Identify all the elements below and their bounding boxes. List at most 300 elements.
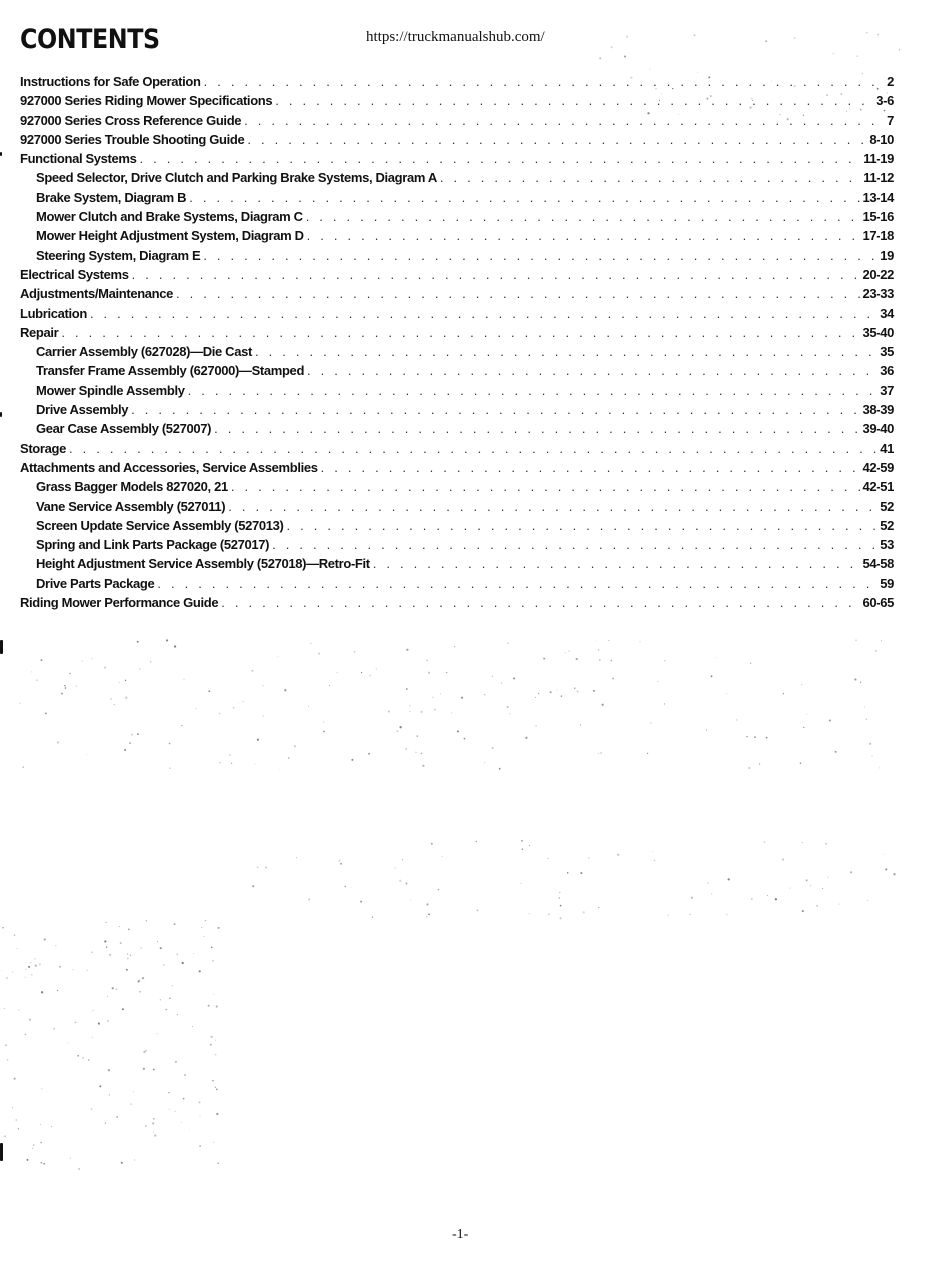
- scan-speck: [428, 913, 430, 915]
- scan-speck: [216, 1113, 218, 1115]
- scan-speck: [40, 1162, 42, 1164]
- scan-speck: [127, 953, 128, 954]
- scan-speck: [351, 759, 353, 761]
- scan-speck: [41, 1088, 42, 1089]
- scan-speck: [6, 977, 8, 979]
- scan-speck: [184, 679, 185, 680]
- scan-speck: [193, 953, 194, 954]
- scan-speck: [879, 767, 880, 768]
- scan-speck: [630, 77, 632, 79]
- scan-speck: [428, 672, 430, 674]
- scan-speck: [213, 1142, 214, 1143]
- scan-speck: [650, 722, 651, 723]
- scan-speck: [109, 954, 111, 956]
- scan-speck: [131, 734, 133, 736]
- scan-speck: [869, 743, 871, 745]
- scan-speck: [181, 725, 182, 726]
- scan-speck: [15, 1119, 17, 1121]
- scan-speck: [32, 1148, 33, 1149]
- scan-speck: [736, 719, 738, 721]
- scan-speck: [707, 882, 708, 883]
- scan-speck: [451, 712, 452, 713]
- scan-speck: [91, 658, 92, 659]
- scan-speck: [128, 928, 130, 930]
- scan-speck: [5, 1044, 7, 1046]
- scan-speck: [318, 653, 320, 655]
- scan-speck: [376, 668, 377, 669]
- scan-speck: [580, 872, 582, 874]
- scan-speck: [116, 988, 118, 990]
- toc-entry-title: 927000 Series Riding Mower Specifications: [20, 93, 273, 109]
- scan-speck: [525, 737, 527, 739]
- toc-entry-page: 60-65: [862, 595, 894, 611]
- scan-speck: [612, 677, 614, 679]
- scan-speck: [803, 727, 804, 728]
- scan-speck: [567, 872, 569, 874]
- scan-speck: [4, 1135, 5, 1136]
- scan-speck: [98, 1023, 100, 1025]
- scan-speck: [7, 1059, 9, 1061]
- scan-speck: [201, 927, 202, 928]
- scan-speck: [588, 857, 589, 858]
- scan-speck: [854, 678, 856, 680]
- toc-entry-page: 42-59: [862, 459, 894, 475]
- scan-speck: [175, 1061, 177, 1063]
- toc-entry-page: 53: [880, 537, 894, 553]
- scan-speck: [417, 735, 418, 736]
- scan-speck: [877, 88, 879, 90]
- scan-speck: [211, 947, 213, 949]
- toc-entry-page: 35-40: [862, 324, 894, 340]
- scan-speck: [611, 46, 613, 48]
- scan-speck: [548, 913, 550, 915]
- scan-speck: [75, 1021, 77, 1023]
- scan-speck: [601, 752, 602, 753]
- scan-speck: [520, 883, 521, 884]
- toc-entry-page: 37: [880, 382, 894, 398]
- scan-speck: [794, 37, 796, 39]
- scan-speck: [168, 1092, 170, 1094]
- scan-speck: [405, 748, 407, 750]
- scan-speck: [212, 960, 214, 962]
- scan-speck: [395, 867, 396, 868]
- scan-speck: [104, 667, 106, 669]
- scan-speck: [522, 848, 524, 850]
- scan-speck: [203, 936, 204, 937]
- scan-speck: [899, 49, 900, 50]
- scan-speck: [599, 659, 601, 661]
- toc-entry-page: 41: [880, 440, 894, 456]
- toc-entry-page: 52: [880, 517, 894, 533]
- scan-speck: [866, 719, 867, 720]
- scan-speck: [442, 856, 443, 857]
- scan-speck: [829, 719, 831, 721]
- scan-speck: [67, 1042, 68, 1043]
- scan-speck: [121, 1162, 123, 1164]
- scan-speck: [199, 970, 201, 972]
- scan-speck: [726, 693, 727, 694]
- scan-speck: [125, 697, 127, 699]
- scan-speck: [116, 1116, 118, 1118]
- scan-speck: [746, 736, 748, 738]
- scan-speck: [231, 763, 232, 764]
- scan-speck: [127, 958, 129, 960]
- scan-speck: [25, 1034, 27, 1036]
- scan-speck: [137, 733, 139, 735]
- scan-speck: [105, 1122, 106, 1123]
- scan-speck: [548, 858, 549, 859]
- scan-speck: [33, 1144, 35, 1146]
- scan-speck: [208, 690, 210, 692]
- scan-speck: [803, 115, 804, 116]
- scan-speck: [40, 1142, 42, 1144]
- scan-speck: [446, 672, 447, 673]
- scan-speck: [106, 922, 107, 923]
- scan-speck: [420, 711, 422, 713]
- scan-speck: [254, 764, 255, 765]
- scan-speck: [87, 754, 88, 755]
- scan-speck: [338, 860, 340, 862]
- scan-speck: [78, 1168, 79, 1169]
- scan-speck: [93, 1010, 94, 1011]
- scan-speck: [509, 713, 510, 714]
- toc-entry-title: Lubrication: [20, 305, 87, 321]
- scan-speck: [184, 1074, 186, 1076]
- scan-speck: [440, 693, 441, 694]
- scan-speck: [329, 685, 330, 686]
- scan-speck: [610, 660, 612, 662]
- scan-speck: [866, 32, 867, 33]
- scan-speck: [150, 661, 151, 662]
- toc-entry-title: Gear Case Assembly (527007): [36, 421, 212, 437]
- scan-speck: [626, 36, 628, 38]
- toc-entry-title: Storage: [20, 440, 66, 456]
- scan-speck: [765, 40, 767, 42]
- scan-speck: [601, 704, 603, 706]
- scan-speck: [751, 898, 753, 900]
- scan-speck: [816, 905, 817, 906]
- scan-speck: [710, 95, 712, 97]
- toc-entry-page: 3-6: [876, 93, 894, 109]
- scan-speck: [34, 958, 35, 959]
- scan-speck: [160, 999, 161, 1000]
- scan-speck: [649, 69, 650, 70]
- toc-entry-page: 39-40: [862, 421, 894, 437]
- scan-speck: [192, 1026, 193, 1027]
- toc-entry-title: 927000 Series Trouble Shooting Guide: [20, 131, 245, 147]
- page-title: CONTENTS: [20, 24, 160, 55]
- scan-speck: [129, 742, 131, 744]
- scan-speck: [499, 768, 501, 770]
- scan-speck: [764, 841, 766, 843]
- scan-speck: [399, 726, 401, 728]
- scan-speck: [728, 878, 730, 880]
- scan-speck: [661, 93, 662, 94]
- scan-speck: [484, 762, 485, 763]
- scan-speck: [388, 711, 390, 713]
- scan-speck: [369, 674, 371, 676]
- scan-speck: [887, 92, 888, 93]
- toc-entry-title: Repair: [20, 324, 59, 340]
- scan-speck: [213, 994, 214, 995]
- scan-speck: [372, 917, 373, 918]
- toc-entry-page: 8-10: [869, 131, 894, 147]
- scan-speck: [885, 868, 887, 870]
- scan-speck: [405, 883, 407, 885]
- scan-speck: [195, 708, 196, 709]
- scan-speck: [659, 100, 660, 101]
- scan-speck: [617, 854, 619, 856]
- toc-entry-page: 17-18: [862, 228, 894, 244]
- scan-speck: [810, 885, 811, 886]
- scan-speck: [883, 854, 884, 855]
- scan-speck: [208, 1005, 210, 1007]
- scan-speck: [344, 886, 346, 888]
- scan-speck: [535, 725, 537, 727]
- scan-speck: [783, 693, 784, 694]
- scan-speck: [16, 948, 17, 949]
- scan-speck: [154, 1134, 156, 1136]
- toc-entry-page: 42-51: [862, 479, 894, 495]
- scan-speck: [141, 947, 142, 948]
- toc-entry-title: Functional Systems: [20, 151, 137, 167]
- scan-speck: [169, 1109, 170, 1110]
- scan-speck: [22, 766, 24, 768]
- scan-speck: [871, 756, 872, 757]
- scan-speck: [598, 907, 599, 908]
- scan-speck: [219, 713, 221, 715]
- toc-entry-title: Transfer Frame Assembly (627000)—Stamped: [36, 363, 305, 379]
- scan-speck: [861, 73, 863, 75]
- scan-speck: [550, 691, 552, 693]
- toc-entry-title: Vane Service Assembly (527011): [36, 498, 226, 514]
- toc-entry-title: Height Adjustment Service Assembly (527018)—Retro-Fit: [36, 556, 370, 572]
- scan-speck: [507, 642, 508, 643]
- scan-speck: [715, 657, 716, 658]
- scan-speck: [402, 859, 403, 860]
- scan-speck: [864, 706, 865, 707]
- scan-speck: [484, 694, 485, 695]
- scan-speck: [263, 716, 264, 717]
- scan-speck: [70, 1158, 71, 1159]
- scan-speck: [77, 1055, 79, 1057]
- toc-entry-title: Brake System, Diagram B: [36, 189, 187, 205]
- scan-speck: [794, 85, 796, 87]
- scan-speck: [867, 900, 868, 901]
- scan-speck: [406, 649, 408, 651]
- scan-speck: [771, 81, 772, 82]
- scan-speck: [41, 991, 43, 993]
- scan-speck: [323, 722, 324, 723]
- toc-entry-page: 19: [880, 247, 894, 263]
- scan-speck: [108, 1069, 110, 1071]
- scan-speck: [215, 1054, 216, 1055]
- scan-speck: [754, 736, 756, 738]
- scan-speck: [577, 690, 579, 692]
- scan-speck: [122, 1008, 124, 1010]
- scan-speck: [647, 753, 648, 754]
- scan-speck: [213, 1005, 214, 1006]
- toc-entry-title: Drive Assembly: [36, 402, 129, 418]
- scan-speck: [30, 962, 31, 963]
- scan-speck: [252, 885, 254, 887]
- scan-speck: [40, 1124, 41, 1125]
- toc-entry-title: Mower Spindle Assembly: [36, 382, 185, 398]
- scan-speck: [294, 745, 296, 747]
- scan-speck: [177, 1014, 178, 1015]
- scan-speck: [310, 643, 311, 644]
- scan-speck: [855, 640, 856, 641]
- scan-speck: [568, 650, 569, 651]
- scan-speck: [41, 659, 43, 661]
- scan-speck: [82, 661, 83, 662]
- scan-speck: [370, 677, 371, 678]
- scan-speck: [454, 646, 455, 647]
- scan-speck: [61, 693, 63, 695]
- scan-speck: [181, 1122, 182, 1123]
- scan-speck: [169, 767, 171, 769]
- scan-speck: [711, 675, 713, 677]
- scan-speck: [44, 938, 46, 940]
- scan-speck: [751, 98, 752, 99]
- toc-entry-title: Carrier Assembly (627028)—Die Cast: [36, 344, 252, 360]
- scan-speck: [59, 966, 61, 968]
- scan-speck: [229, 754, 231, 756]
- toc-entry-title: Instructions for Safe Operation: [20, 74, 201, 89]
- scan-speck: [410, 900, 411, 901]
- scan-speck: [711, 893, 712, 894]
- scan-speck: [860, 681, 862, 683]
- scan-speck: [706, 98, 708, 100]
- scan-speck: [826, 94, 827, 95]
- scan-speck: [580, 725, 581, 726]
- scan-speck: [25, 977, 26, 978]
- scan-speck: [43, 1163, 45, 1165]
- toc-entry-title: Mower Height Adjustment System, Diagram D: [36, 228, 304, 244]
- scan-speck: [583, 911, 585, 913]
- scan-speck: [130, 954, 131, 955]
- scan-speck: [426, 916, 428, 918]
- scan-speck: [521, 840, 523, 842]
- scan-speck: [210, 1036, 212, 1038]
- scan-speck: [35, 965, 37, 967]
- scan-speck: [166, 639, 168, 641]
- scan-speck: [759, 763, 760, 764]
- scan-speck: [216, 1005, 218, 1007]
- scan-speck: [492, 676, 493, 677]
- scan-speck: [199, 1115, 200, 1116]
- scan-speck: [840, 93, 842, 95]
- scan-speck: [12, 972, 13, 973]
- toc-entry-title: Electrical Systems: [20, 266, 129, 282]
- scan-speck: [752, 100, 753, 101]
- scan-speck: [846, 111, 847, 112]
- scan-speck: [51, 1126, 52, 1127]
- toc-entry-page: 54-58: [862, 556, 894, 572]
- scan-speck: [822, 888, 823, 889]
- scan-speck: [146, 920, 148, 922]
- scan-speck: [697, 72, 698, 73]
- scan-speck: [647, 112, 649, 114]
- scan-speck: [513, 677, 515, 679]
- scan-speck: [57, 741, 59, 743]
- scan-speck: [538, 693, 539, 694]
- scan-speck: [432, 697, 433, 698]
- toc-entry-page: 34: [880, 305, 894, 321]
- scan-speck: [779, 114, 780, 115]
- scan-speck: [238, 702, 239, 703]
- scan-speck: [877, 34, 879, 36]
- scan-speck: [69, 673, 71, 675]
- scan-speck: [565, 652, 566, 653]
- scan-speck: [368, 753, 370, 755]
- scan-speck: [183, 1098, 185, 1100]
- scan-speck: [593, 690, 595, 692]
- scan-speck: [152, 1122, 154, 1124]
- scan-speck: [119, 682, 120, 683]
- scan-speck: [560, 905, 562, 907]
- scan-speck: [107, 1020, 108, 1021]
- scan-speck: [107, 996, 108, 997]
- page-number: -1-: [452, 1227, 469, 1242]
- scan-speck: [27, 1159, 29, 1161]
- scan-speck: [337, 672, 338, 673]
- toc-entry-title: Spring and Link Parts Package (527017): [36, 537, 270, 553]
- source-url: https://truckmanualshub.com/: [366, 29, 545, 45]
- scan-speck: [91, 951, 92, 952]
- scan-speck: [233, 707, 235, 709]
- scan-speck: [88, 1059, 89, 1060]
- scan-speck: [114, 704, 115, 705]
- scan-speck: [664, 660, 665, 661]
- scan-speck: [145, 1050, 147, 1052]
- scan-speck: [173, 923, 175, 925]
- scan-speck: [574, 688, 575, 689]
- scan-speck: [92, 1037, 93, 1038]
- scan-speck: [219, 762, 220, 763]
- scan-speck: [163, 964, 165, 966]
- scan-speck: [130, 1103, 132, 1105]
- scan-speck: [559, 897, 560, 898]
- scan-speck: [153, 1132, 154, 1133]
- scan-speck: [257, 739, 259, 741]
- scan-speck: [561, 695, 563, 697]
- scan-speck: [12, 1107, 13, 1108]
- scan-speck: [438, 889, 440, 891]
- scan-speck: [426, 903, 428, 905]
- scan-speck: [2, 927, 3, 928]
- scan-speck: [143, 1068, 145, 1070]
- scan-speck: [668, 915, 669, 916]
- scan-speck: [124, 749, 126, 751]
- scan-speck: [14, 934, 15, 935]
- scan-speck: [654, 860, 656, 862]
- scan-speck: [36, 679, 38, 681]
- scan-speck: [766, 737, 768, 739]
- scan-speck: [19, 703, 21, 705]
- scan-speck: [199, 1145, 201, 1147]
- scan-speck: [434, 709, 436, 711]
- scan-speck: [262, 685, 263, 686]
- scan-speck: [1, 970, 2, 971]
- scan-speck: [55, 945, 56, 946]
- scan-speck: [257, 866, 259, 868]
- scan-speck: [640, 641, 641, 642]
- toc-entry-page: 35: [880, 344, 894, 360]
- scan-speck: [708, 76, 710, 78]
- scan-speck: [422, 765, 424, 767]
- scan-speck: [45, 712, 47, 714]
